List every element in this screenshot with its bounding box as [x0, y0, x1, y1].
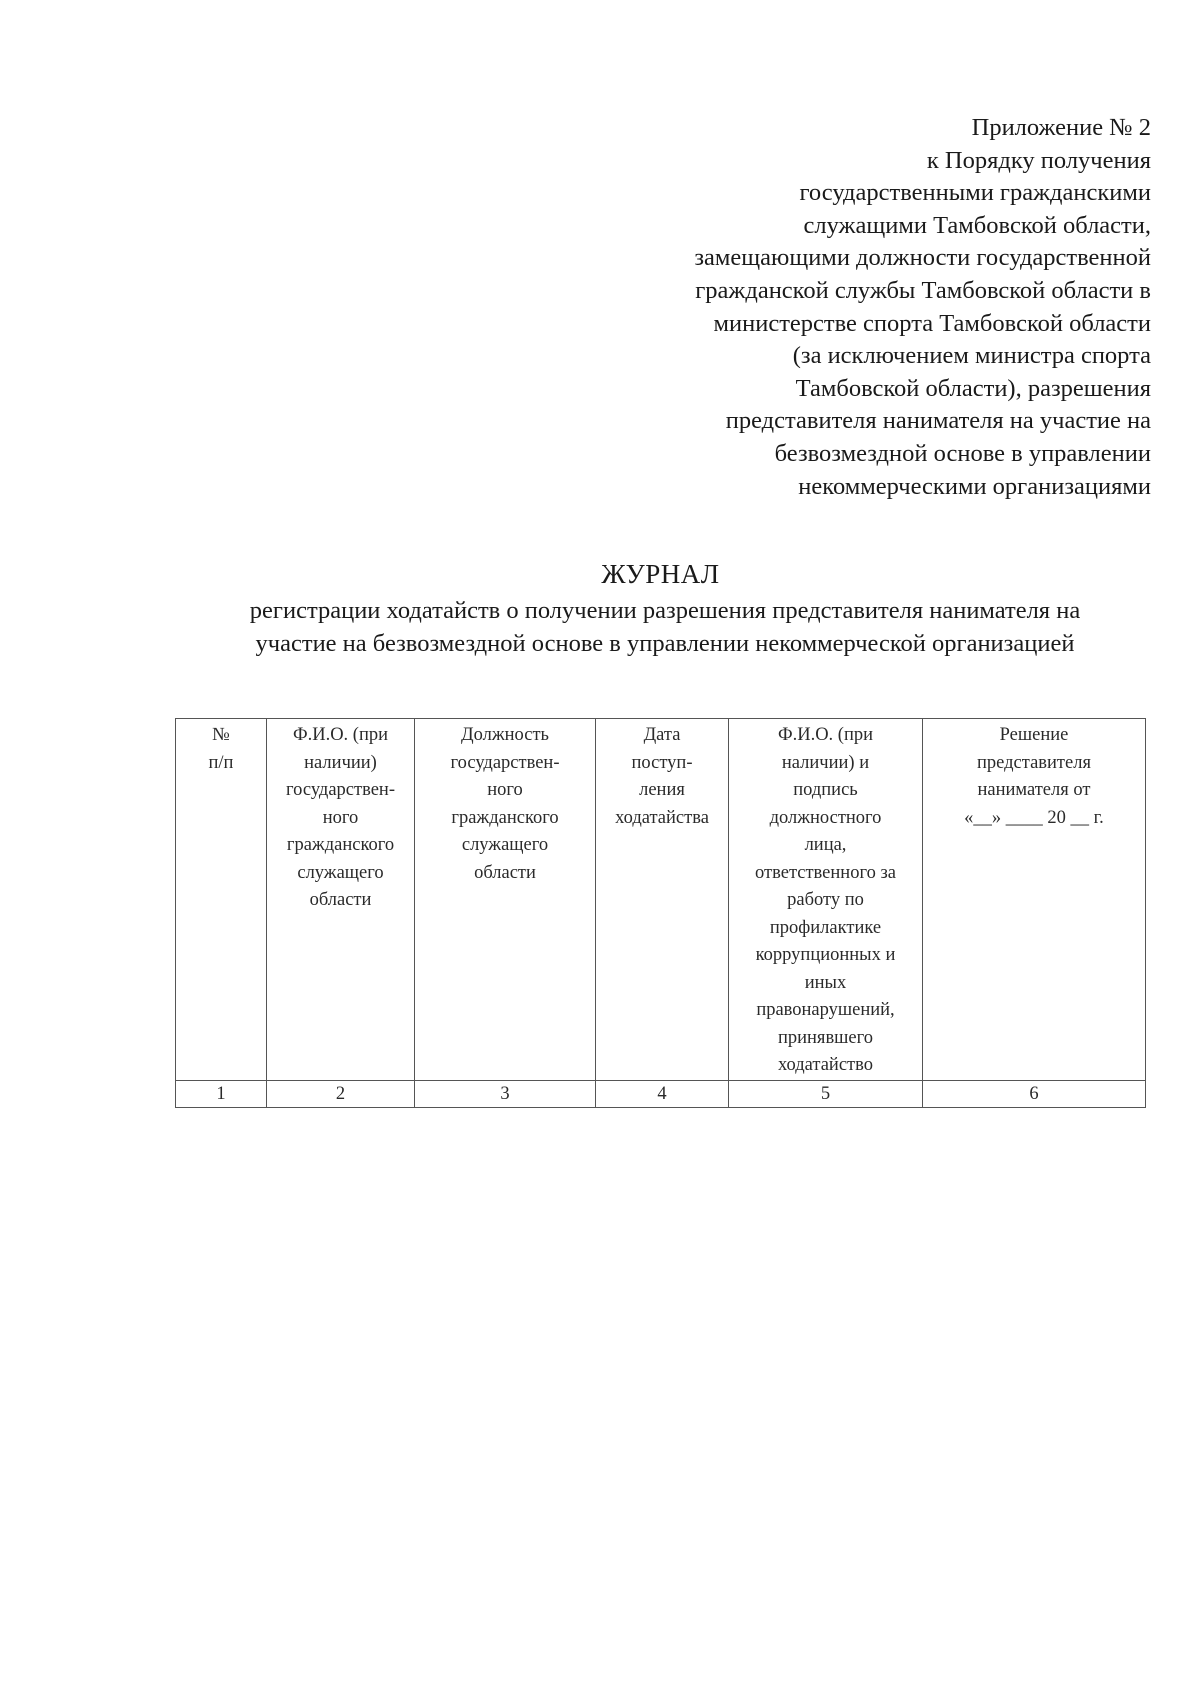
header-line: нанимателя от — [977, 780, 1091, 800]
annex-line: государственными гражданскими — [799, 179, 1151, 207]
header-cell-employee-name — [267, 719, 415, 1081]
journal-title: ЖУРНАЛ — [601, 559, 720, 589]
header-line: № — [212, 725, 230, 745]
annex-header — [591, 112, 1151, 503]
column-number-cell: 5 — [729, 1080, 923, 1107]
annex-line: Тамбовской области), разрешения — [795, 374, 1151, 402]
annex-line: служащими Тамбовской области, — [803, 211, 1151, 239]
header-line: подпись — [793, 780, 858, 800]
annex-line: министерстве спорта Тамбовской области — [713, 309, 1151, 337]
header-line: ного — [487, 780, 523, 800]
header-line: работу по — [787, 890, 864, 910]
column-number-row — [176, 1080, 1146, 1107]
header-line: представителя — [977, 752, 1091, 773]
table-header-row — [176, 719, 1146, 1081]
header-line: лица, — [804, 835, 847, 855]
subtitle-line: регистрации ходатайств о получении разрешения представителя нанимателя на — [249, 597, 1081, 624]
header-line: принявшего — [777, 1027, 874, 1048]
header-line: ления — [639, 780, 685, 800]
header-line: коррупционных и — [755, 945, 896, 965]
annex-line: (за исключением министра спорта — [792, 342, 1151, 370]
header-line: ответственного за — [755, 862, 896, 883]
header-cell-number — [176, 719, 267, 1081]
annex-line: безвозмездной основе в управлении — [774, 439, 1151, 467]
annex-line: некоммерческими организациями — [798, 472, 1151, 500]
header-line: «__» ____ 20 __ г. — [964, 807, 1104, 828]
header-line: области — [474, 862, 536, 883]
header-line: гражданского — [451, 807, 559, 828]
header-line: гражданского — [286, 835, 395, 855]
column-number-cell: 2 — [267, 1080, 415, 1107]
header-line: служащего — [461, 835, 549, 855]
header-cell-position — [415, 719, 596, 1081]
annex-line: Приложение № 2 — [971, 114, 1151, 141]
header-line: Ф.И.О. (при — [292, 725, 389, 745]
header-line: ходатайство — [778, 1055, 873, 1075]
header-line: области — [309, 890, 372, 910]
annex-line: к Порядку получения — [926, 146, 1151, 174]
header-line: ного — [322, 807, 359, 828]
header-cell-official-signature — [729, 719, 923, 1081]
header-line: поступ- — [631, 752, 693, 773]
registration-table — [175, 718, 1146, 1108]
header-line: государствен- — [286, 780, 395, 800]
header-line: иных — [804, 972, 847, 993]
header-line: государствен- — [450, 752, 560, 773]
journal-subtitle — [170, 594, 1160, 660]
header-cell-decision — [923, 719, 1146, 1081]
annex-line: замещающими должности государственной — [694, 244, 1151, 272]
column-number-cell: 6 — [923, 1080, 1146, 1107]
subtitle-line: участие на безвозмездной основе в управлении некоммерческой организацией — [255, 630, 1075, 657]
annex-line: представителя нанимателя на участие на — [725, 407, 1151, 435]
column-number-cell: 3 — [415, 1080, 596, 1107]
header-line: должностного — [769, 807, 882, 828]
header-line: ходатайства — [615, 807, 709, 828]
header-line: служащего — [297, 862, 384, 883]
annex-line: гражданской службы Тамбовской области в — [695, 276, 1151, 304]
header-line: наличии) и — [781, 752, 870, 773]
header-line: Ф.И.О. (при — [777, 725, 874, 745]
header-line: правонарушений, — [756, 1000, 895, 1020]
column-number-cell: 1 — [176, 1080, 267, 1107]
header-line: профилактике — [769, 917, 882, 938]
column-number-cell: 4 — [596, 1080, 729, 1107]
header-line: Должность — [461, 725, 549, 745]
header-line: наличии) — [304, 752, 377, 773]
header-line: п/п — [208, 752, 234, 773]
header-cell-receipt-date — [596, 719, 729, 1081]
header-line: Решение — [999, 725, 1069, 745]
header-line: Дата — [643, 725, 681, 745]
